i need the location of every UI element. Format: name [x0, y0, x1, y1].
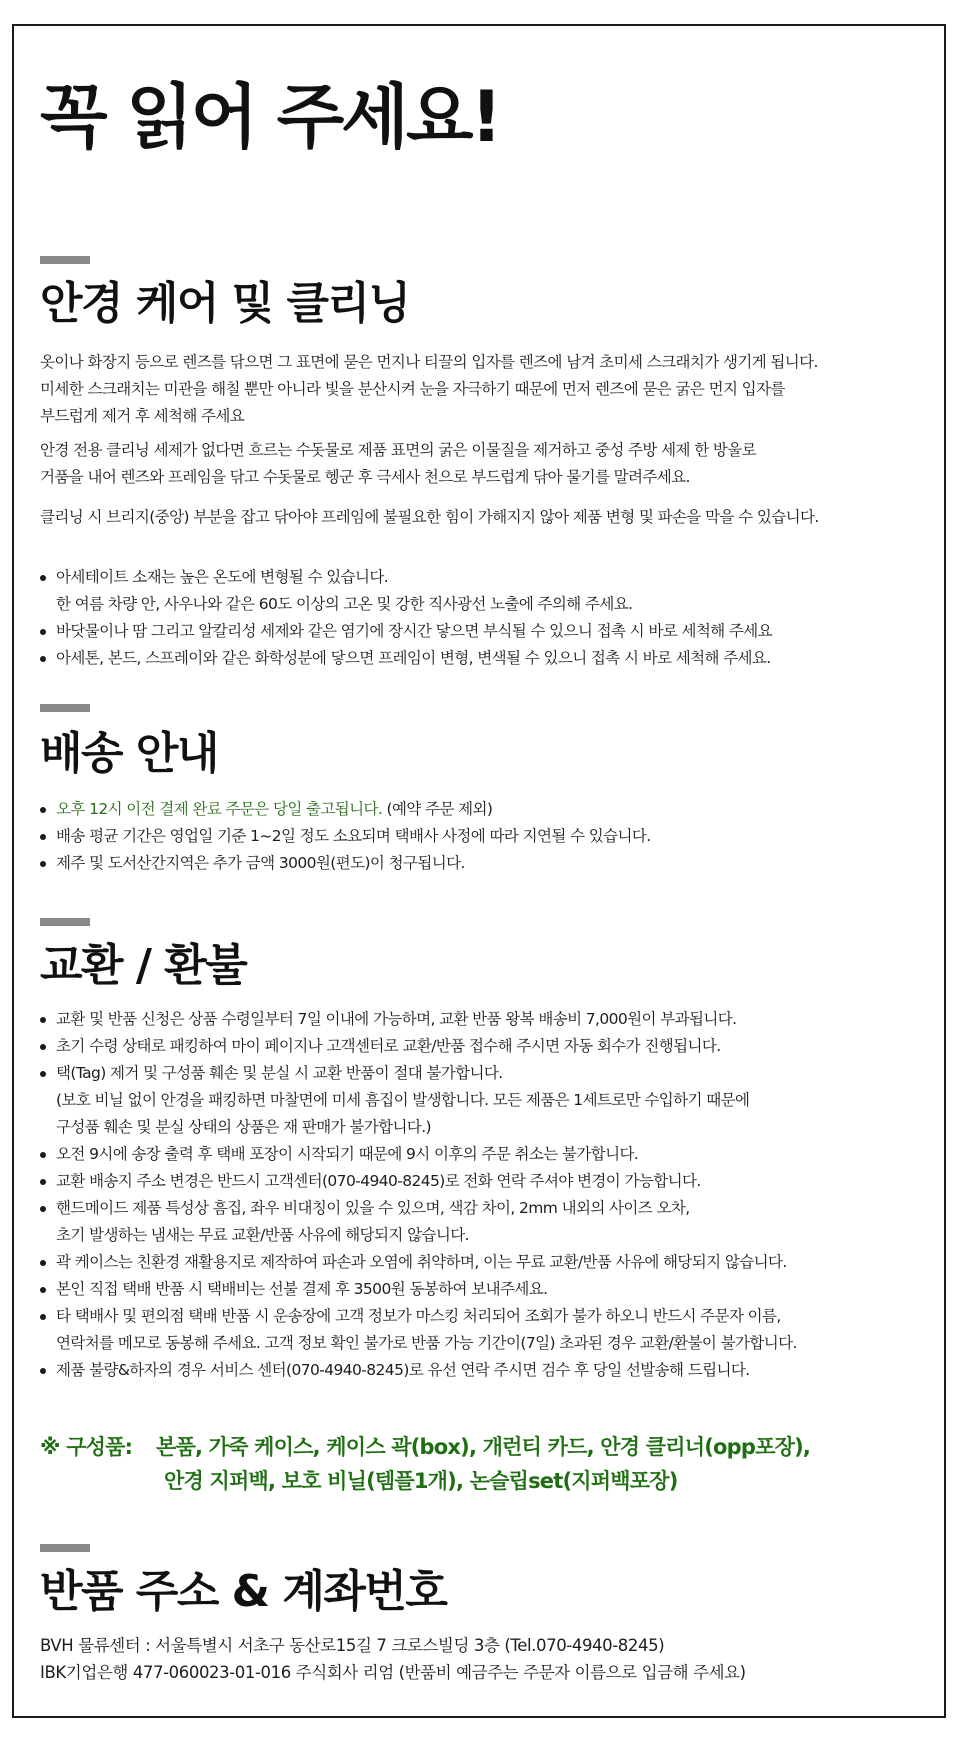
list-item: 아세테이트 소재는 높은 온도에 변형될 수 있습니다. — [40, 564, 772, 591]
text-line: 클리닝 시 브리지(중앙) 부분을 잡고 닦아야 프레임에 불필요한 힘이 가해지지 않아 제품 변형 및 파손을 막을 수 있습니다. — [40, 508, 819, 526]
list-item — [40, 796, 651, 823]
list-item: 타 택배사 및 편의점 택배 반품 시 운송장에 고객 정보가 마스킹 처리되어 조회가 불가 하오니 반드시 주문자 이름, — [40, 1303, 797, 1330]
section-heading-care: 안경 케어 및 클리닝 — [40, 278, 410, 329]
list-item-continuation: (보호 비닐 없이 안경을 패킹하면 마찰면에 미세 흠집이 발생합니다. 모든 제품은 1세트로만 수입하기 때문에 — [56, 1091, 750, 1109]
list-item: 교환 배송지 주소 변경은 반드시 고객센터(070-4940-8245)로 전화 연락 주셔야 변경이 가능합니다. — [40, 1168, 797, 1195]
list-item: 교환 및 반품 신청은 상품 수령일부터 7일 이내에 가능하며, 교환 반품 왕복 배송비 7,000원이 부과됩니다. — [40, 1006, 797, 1033]
list-item: 오전 9시에 송장 출력 후 택배 포장이 시작되기 때문에 9시 이후의 주문 취소는 불가합니다. — [40, 1141, 797, 1168]
list-item: 아세톤, 본드, 스프레이와 같은 화학성분에 닿으면 프레임이 변형, 변색될 수 있으니 접촉 시 바로 세척해 주세요. — [40, 645, 772, 672]
list-item: 핸드메이드 제품 특성상 흠집, 좌우 비대칭이 있을 수 있으며, 색감 차이, 2mm 내외의 사이즈 오차, — [40, 1195, 797, 1222]
text-line: 거품을 내어 렌즈와 프레임을 닦고 수돗물로 헹군 후 극세사 천으로 부드럽게 닦아 물기를 말려주세요. — [40, 468, 690, 486]
components-label: ※ 구성품: — [40, 1435, 133, 1459]
components-line-2: 안경 지퍼백, 보호 비닐(템플1개), 논슬립set(지퍼백포장) — [164, 1469, 678, 1493]
section-heading-returns: 반품 주소 & 계좌번호 — [40, 1566, 447, 1617]
section-bar-care — [40, 256, 90, 264]
components-text: 본품, 가죽 케이스, 케이스 곽(box), 개런티 카드, 안경 클리너(opp포장), — [156, 1435, 811, 1459]
bank-account: IBK기업은행 477-060023-01-016 주식회사 리엄 (반품비 예금주는 주문자 이름으로 입금해 주세요) — [40, 1663, 746, 1682]
section-bar-returns — [40, 1544, 90, 1552]
list-item: 택(Tag) 제거 및 구성품 훼손 및 분실 시 교환 반품이 절대 불가합니다. — [40, 1060, 797, 1087]
list-item: 배송 평균 기간은 영업일 기준 1~2일 정도 소요되며 택배사 사정에 따라 지연될 수 있습니다. — [40, 823, 651, 850]
text-line: 부드럽게 제거 후 세척해 주세요 — [40, 407, 245, 425]
care-paragraph-2 — [40, 437, 756, 491]
page-title: 꼭 읽어 주세요! — [40, 76, 500, 158]
list-item-continuation: 구성품 훼손 및 분실 상태의 상품은 재 판매가 불가합니다.) — [56, 1118, 431, 1136]
components-line-1 — [40, 1430, 810, 1464]
list-item: 제주 및 도서산간지역은 추가 금액 3000원(편도)이 청구됩니다. — [40, 850, 651, 877]
text-line: 미세한 스크래치는 미관을 해칠 뿐만 아니라 빛을 분산시켜 눈을 자극하기 때문에 먼저 렌즈에 묻은 굵은 먼지 입자를 — [40, 380, 785, 398]
list-item-continuation: 초기 발생하는 냄새는 무료 교환/반품 사유에 해당되지 않습니다. — [56, 1226, 469, 1244]
section-bar-shipping — [40, 704, 90, 712]
list-item: 초기 수령 상태로 패킹하여 마이 페이지나 고객센터로 교환/반품 접수해 주시면 자동 회수가 진행됩니다. — [40, 1033, 797, 1060]
exchange-bullet-list — [40, 1006, 797, 1384]
reservation-note: (예약 주문 제외) — [382, 800, 493, 818]
list-item: 본인 직접 택배 반품 시 택배비는 선불 결제 후 3500원 동봉하여 보내주세요. — [40, 1276, 797, 1303]
section-bar-exchange — [40, 918, 90, 926]
components-note — [40, 1430, 810, 1498]
same-day-notice: 오후 12시 이전 결제 완료 주문은 당일 출고됩니다. — [56, 800, 383, 818]
return-address: BVH 물류센터 : 서울특별시 서초구 동산로15길 7 크로스빌딩 3층 (Tel.070-4940-8245) — [40, 1636, 665, 1655]
list-item: 곽 케이스는 친환경 재활용지로 제작하여 파손과 오염에 취약하며, 이는 무료 교환/반품 사유에 해당되지 않습니다. — [40, 1249, 797, 1276]
text-line: 안경 전용 클리닝 세제가 없다면 흐르는 수돗물로 제품 표면의 굵은 이물질을 제거하고 중성 주방 세제 한 방울로 — [40, 441, 757, 459]
text-line: 옷이나 화장지 등으로 렌즈를 닦으면 그 표면에 묻은 먼지나 티끌의 입자를 렌즈에 남겨 초미세 스크래치가 생기게 됩니다. — [40, 353, 818, 371]
section-heading-exchange: 교환 / 환불 — [40, 940, 247, 991]
list-item: 바닷물이나 땀 그리고 알칼리성 세제와 같은 염기에 장시간 닿으면 부식될 수 있으니 접촉 시 바로 세척해 주세요 — [40, 618, 772, 645]
list-item-continuation: 연락처를 메모로 동봉해 주세요. 고객 정보 확인 불가로 반품 가능 기간이(7일) 초과된 경우 교환/환불이 불가합니다. — [56, 1334, 797, 1352]
shipping-bullet-list — [40, 796, 651, 877]
care-paragraph-1 — [40, 349, 818, 430]
section-heading-shipping: 배송 안내 — [40, 728, 218, 779]
list-item-continuation: 한 여름 차량 안, 사우나와 같은 60도 이상의 고온 및 강한 직사광선 노출에 주의해 주세요. — [56, 595, 633, 613]
return-info — [40, 1632, 746, 1686]
list-item: 제품 불량&하자의 경우 서비스 센터(070-4940-8245)로 유선 연락 주시면 검수 후 당일 선발송해 드립니다. — [40, 1357, 797, 1384]
care-paragraph-3 — [40, 504, 819, 531]
care-bullet-list — [40, 564, 772, 672]
